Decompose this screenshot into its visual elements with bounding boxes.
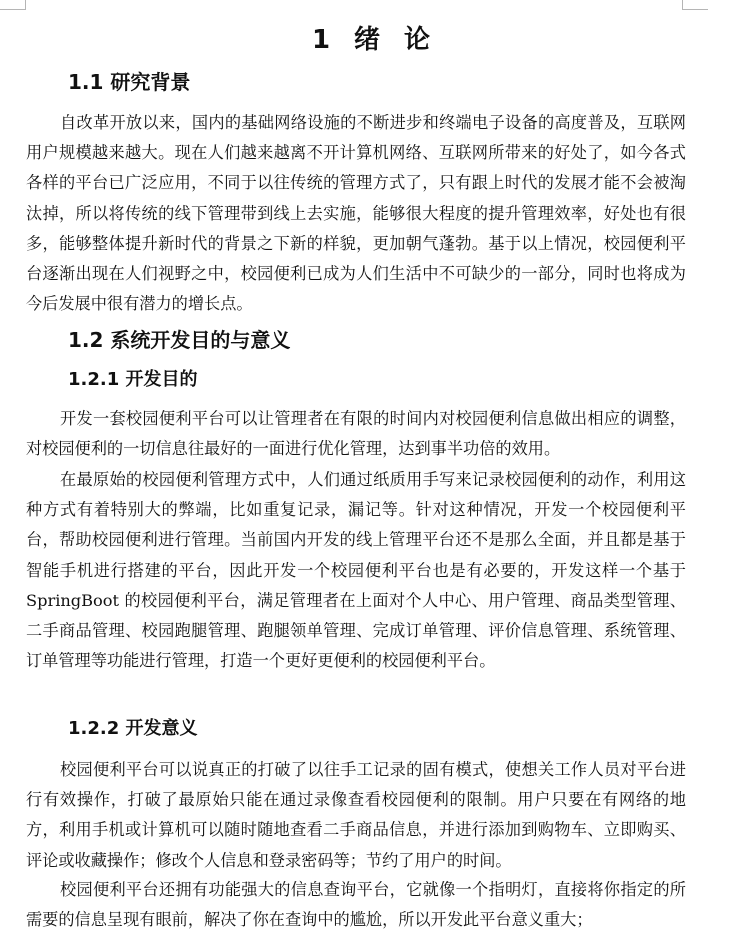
section-heading-1-1: 1.1 研究背景 (68, 70, 191, 94)
paragraph-purpose-1: 开发一套校园便利平台可以让管理者在有限的时间内对校园便利信息做出相应的调整，对校园便利的一切信息往最好的一面进行优化管理，达到事半功倍的效用。 (26, 409, 686, 459)
crop-mark-right-vertical (682, 0, 683, 10)
paragraph-purpose-2: 在最原始的校园便利管理方式中，人们通过纸质用手写来记录校园便利的动作，利用这种方式有着特别大的弊端，比如重复记录，漏记等。针对这种情况，开发一个校园便利平台，帮助校园便利进行管理。当前国内开发的线上管理平台还不是那么全面，并且都是基于智能手机进行搭建的平台，因此开发一个校园便利平台也是有必要的，开发这样一个基于 SpringBoot 的校园便利平台，满足管理者在上面对个人中心、用户管理、商品类型管理、二手商品管理、校园跑腿管理、跑腿领单管理、完成订单管理、评价信息管理、系统管理、订单管理等功能进行管理，打造一个更好更便利的校园便利平台。 (26, 470, 686, 671)
chapter-title-char-2: 论 (404, 25, 433, 55)
chapter-number: 1 (311, 25, 333, 55)
section-heading-1-2: 1.2 系统开发目的与意义 (68, 328, 291, 352)
paragraph-background: 自改革开放以来，国内的基础网络设施的不断进步和终端电子设备的高度普及，互联网用户规模越来越大。现在人们越来越离不开计算机网络、互联网所带来的好处了，如今各式各样的平台已广泛应用，不同于以往传统的管理方式了，只有跟上时代的发展才能不会被淘汰掉，所以将传统的线下管理带到线上去实施，能够很大程度的提升管理效率，好处也有很多，能够整体提升新时代的背景之下新的样貌，更加朝气蓬勃。基于以上情况，校园便利平台逐渐出现在人们视野之中，校园便利已成为人们生活中不可缺少的一部分，同时也将成为今后发展中很有潜力的增长点。 (26, 113, 686, 314)
paragraph-significance-2: 校园便利平台还拥有功能强大的信息查询平台，它就像一个指明灯，直接将你指定的所需要的信息呈现有眼前，解决了你在查询中的尴尬，所以开发此平台意义重大； (26, 880, 686, 930)
paragraph-significance-1: 校园便利平台可以说真正的打破了以往手工记录的固有模式，使想关工作人员对平台进行有效操作，打破了最原始只能在通过录像查看校园便利的限制。用户只要在有网络的地方，利用手机或计算机可以随时随地查看二手商品信息，并进行添加到购物车、立即购买、评论或收藏操作；修改个人信息和登录密码等；节约了用户的时间。 (26, 760, 686, 870)
subsection-heading-1-2-2: 1.2.2 开发意义 (68, 718, 198, 739)
chapter-title-char-1: 绪 (354, 25, 383, 55)
crop-mark-left-horizontal (0, 9, 26, 10)
subsection-heading-1-2-1: 1.2.1 开发目的 (68, 369, 198, 390)
crop-mark-left-vertical (25, 0, 26, 10)
chapter-title (0, 22, 744, 58)
crop-mark-right-horizontal (682, 9, 708, 10)
